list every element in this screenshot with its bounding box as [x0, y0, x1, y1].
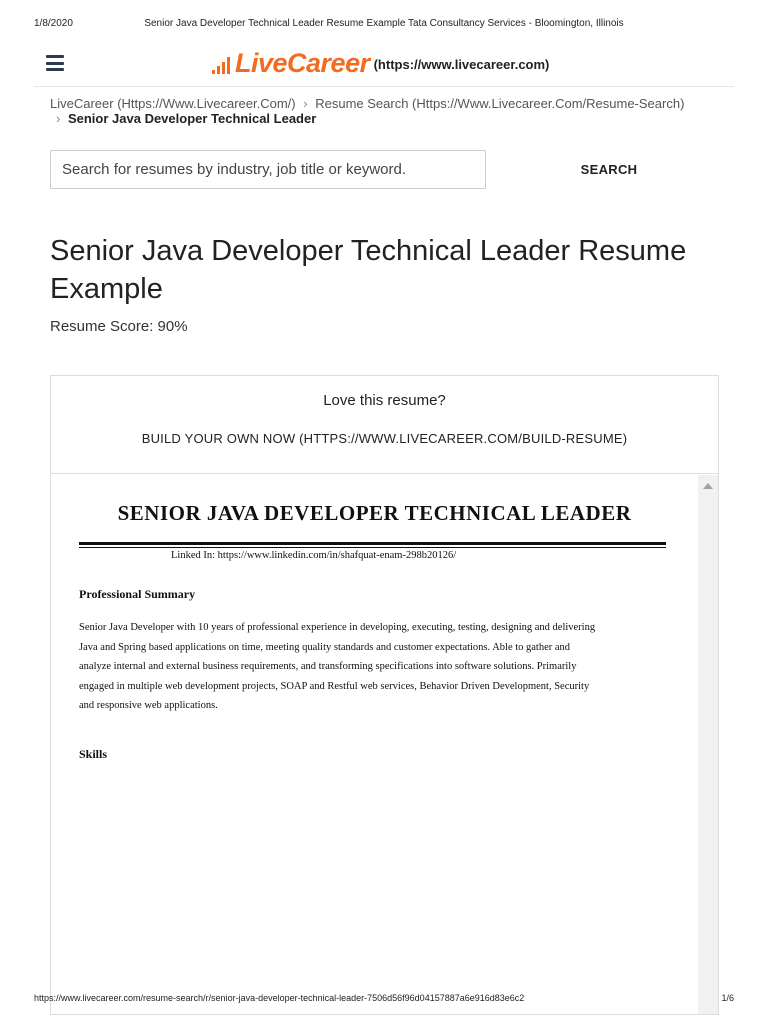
logo-url[interactable]: (https://www.livecareer.com)	[373, 57, 550, 72]
search-button[interactable]: SEARCH	[570, 159, 648, 179]
linkedin-line: Linked In: https://www.linkedin.com/in/shafquat-enam-298b20126/	[171, 550, 457, 561]
resume-heading: SENIOR JAVA DEVELOPER TECHNICAL LEADER	[117, 501, 632, 525]
resume-search-input[interactable]: Search for resumes by industry, job title or keyword.	[50, 150, 486, 189]
skills-heading: Skills	[79, 747, 108, 761]
livecareer-logo[interactable]	[212, 46, 549, 80]
resume-preview	[51, 475, 698, 1014]
print-footer-url: https://www.livecareer.com/resume-search/r/senior-java-developer-technical-leader-7506d56f96d04157887a6e916d83e6c2	[34, 993, 525, 1003]
love-resume-text: Love this resume?	[323, 392, 446, 409]
chevron-right-icon: ›	[303, 96, 308, 111]
logo-bars-icon	[212, 54, 232, 74]
preview-scrollbar[interactable]	[698, 475, 718, 1014]
print-date: 1/8/2020	[34, 18, 73, 29]
chevron-right-icon: ›	[56, 111, 61, 126]
breadcrumb-resume-search-link[interactable]: Resume Search (Https://Www.Livecareer.Com/Resume-Search)	[315, 96, 685, 111]
breadcrumb-current: Senior Java Developer Technical Leader	[67, 111, 317, 126]
header-divider	[34, 86, 734, 87]
print-header	[0, 18, 768, 32]
print-page-number: 1/6	[721, 993, 734, 1003]
build-resume-cta	[51, 376, 718, 474]
breadcrumb	[50, 96, 730, 126]
page-title: Senior Java Developer Technical Leader Resume Example	[50, 235, 687, 305]
breadcrumb-home-link[interactable]: LiveCareer (Https://Www.Livecareer.Com/)	[50, 96, 296, 111]
summary-heading: Professional Summary	[79, 587, 196, 601]
resume-score: Resume Score: 90%	[50, 318, 188, 335]
logo-text: LiveCareer	[235, 48, 370, 78]
scroll-up-arrow-icon[interactable]	[703, 483, 713, 489]
heading-rule-thick	[79, 542, 666, 545]
build-resume-link[interactable]: BUILD YOUR OWN NOW (HTTPS://WWW.LIVECAREER.COM/BUILD-RESUME)	[141, 431, 628, 446]
print-document-title: Senior Java Developer Technical Leader Resume Example Tata Consultancy Services - Bloomington, Illinois	[144, 18, 624, 29]
resume-card	[50, 375, 719, 1015]
heading-rule-thin	[79, 547, 666, 548]
hamburger-menu-icon[interactable]	[46, 55, 64, 71]
summary-text: Senior Java Developer with 10 years of professional experience in developing, executing, testing, designing and delivering Java and Spring based applications on time, meeting quality standards and customer expectations. Able to gather and analyze internal and external business requirements, and transforming specifications into software solutions. Primarily engaged in multiple web development projects, SOAP and Restful web services, Behavior Driven Development, Security and responsive web applications.	[79, 622, 596, 711]
